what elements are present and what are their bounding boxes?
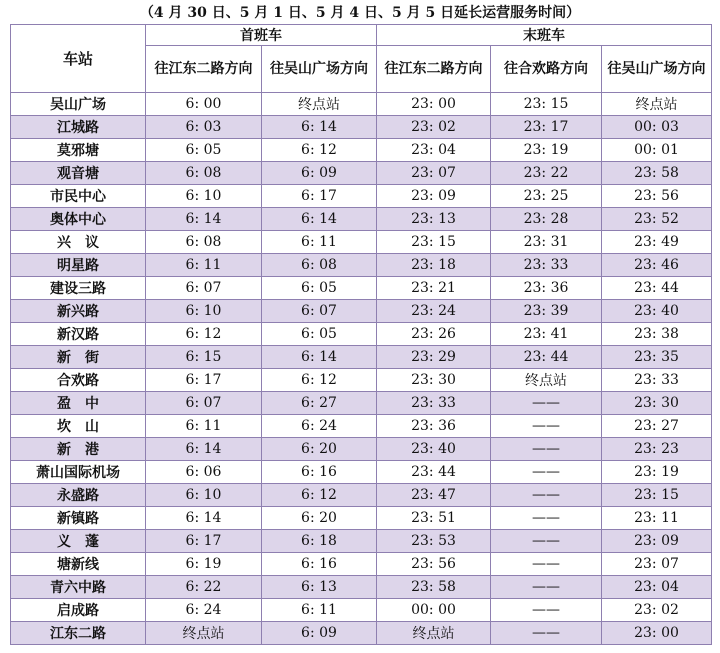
last-to-wushan-cell: 23: 35 — [602, 346, 712, 369]
first-to-wushan-cell: 6: 09 — [262, 162, 377, 185]
first-to-wushan-cell: 6: 14 — [262, 116, 377, 139]
last-to-wushan-cell: 23: 23 — [602, 438, 712, 461]
last-to-hehuan-cell: —— — [491, 415, 602, 438]
first-to-jiangdong-cell: 6: 15 — [146, 346, 262, 369]
last-to-jiangdong-cell: 23: 29 — [377, 346, 491, 369]
first-to-jiangdong-cell: 6: 14 — [146, 507, 262, 530]
table-row — [11, 553, 712, 576]
station-column-header: 车站 — [11, 25, 146, 93]
station-cell: 建设三路 — [11, 277, 146, 300]
first-to-jiangdong-cell: 6: 07 — [146, 277, 262, 300]
last-to-jiangdong-cell: 23: 15 — [377, 231, 491, 254]
last-to-hehuan-cell: —— — [491, 553, 602, 576]
table-row — [11, 438, 712, 461]
station-cell: 萧山国际机场 — [11, 461, 146, 484]
last-to-jiangdong-cell: 23: 30 — [377, 369, 491, 392]
first-to-jiangdong-cell: 6: 08 — [146, 162, 262, 185]
table-row — [11, 254, 712, 277]
table-row — [11, 185, 712, 208]
last-to-jiangdong-cell: 终点站 — [377, 622, 491, 645]
last-to-wushan-header: 往吴山广场方向 — [602, 46, 712, 93]
first-to-jiangdong-cell: 6: 10 — [146, 484, 262, 507]
first-to-wushan-cell: 6: 12 — [262, 369, 377, 392]
last-to-wushan-cell: 23: 07 — [602, 553, 712, 576]
first-to-wushan-cell: 终点站 — [262, 93, 377, 116]
first-to-wushan-cell: 6: 12 — [262, 484, 377, 507]
first-to-jiangdong-cell: 6: 17 — [146, 530, 262, 553]
first-to-wushan-cell: 6: 08 — [262, 254, 377, 277]
last-to-jiangdong-cell: 23: 00 — [377, 93, 491, 116]
last-to-hehuan-cell: —— — [491, 484, 602, 507]
last-to-wushan-cell: 23: 40 — [602, 300, 712, 323]
last-to-wushan-cell: 23: 04 — [602, 576, 712, 599]
last-to-jiangdong-header: 往江东二路方向 — [377, 46, 491, 93]
table-row — [11, 369, 712, 392]
station-cell: 义 蓬 — [11, 530, 146, 553]
last-to-wushan-cell: 23: 11 — [602, 507, 712, 530]
first-to-wushan-cell: 6: 16 — [262, 553, 377, 576]
last-to-wushan-cell: 23: 56 — [602, 185, 712, 208]
last-to-hehuan-cell: 23: 41 — [491, 323, 602, 346]
table-row — [11, 415, 712, 438]
station-cell: 观音塘 — [11, 162, 146, 185]
last-to-hehuan-cell: 23: 22 — [491, 162, 602, 185]
last-to-wushan-cell: 23: 38 — [602, 323, 712, 346]
last-to-jiangdong-cell: 23: 56 — [377, 553, 491, 576]
first-to-jiangdong-cell: 6: 19 — [146, 553, 262, 576]
last-to-jiangdong-cell: 23: 58 — [377, 576, 491, 599]
station-cell: 启成路 — [11, 599, 146, 622]
first-to-jiangdong-cell: 6: 10 — [146, 185, 262, 208]
table-row — [11, 208, 712, 231]
first-to-wushan-header: 往吴山广场方向 — [262, 46, 377, 93]
last-to-wushan-cell: 23: 15 — [602, 484, 712, 507]
first-to-wushan-cell: 6: 18 — [262, 530, 377, 553]
last-to-wushan-cell: 00: 01 — [602, 139, 712, 162]
station-cell: 盈 中 — [11, 392, 146, 415]
first-to-jiangdong-header: 往江东二路方向 — [146, 46, 262, 93]
last-to-wushan-cell: 23: 00 — [602, 622, 712, 645]
last-to-jiangdong-cell: 23: 18 — [377, 254, 491, 277]
last-to-jiangdong-cell: 23: 04 — [377, 139, 491, 162]
first-to-wushan-cell: 6: 14 — [262, 208, 377, 231]
last-to-hehuan-header: 往合欢路方向 — [491, 46, 602, 93]
first-to-jiangdong-cell: 6: 05 — [146, 139, 262, 162]
first-to-jiangdong-cell: 6: 17 — [146, 369, 262, 392]
station-cell: 坎 山 — [11, 415, 146, 438]
table-row — [11, 484, 712, 507]
table-row — [11, 277, 712, 300]
first-to-jiangdong-cell: 终点站 — [146, 622, 262, 645]
station-cell: 江东二路 — [11, 622, 146, 645]
first-to-jiangdong-cell: 6: 03 — [146, 116, 262, 139]
first-to-wushan-cell: 6: 11 — [262, 599, 377, 622]
last-train-header: 末班车 — [377, 25, 712, 46]
table-row — [11, 530, 712, 553]
station-cell: 新汉路 — [11, 323, 146, 346]
station-cell: 兴 议 — [11, 231, 146, 254]
first-to-jiangdong-cell: 6: 11 — [146, 415, 262, 438]
last-to-wushan-cell: 23: 52 — [602, 208, 712, 231]
timetable-body — [11, 93, 712, 645]
last-to-jiangdong-cell: 00: 00 — [377, 599, 491, 622]
last-to-hehuan-cell: 23: 44 — [491, 346, 602, 369]
last-to-jiangdong-cell: 23: 36 — [377, 415, 491, 438]
first-to-wushan-cell: 6: 20 — [262, 438, 377, 461]
first-to-wushan-cell: 6: 14 — [262, 346, 377, 369]
first-to-wushan-cell: 6: 09 — [262, 622, 377, 645]
station-cell: 市民中心 — [11, 185, 146, 208]
last-to-wushan-cell: 23: 46 — [602, 254, 712, 277]
last-to-wushan-cell: 23: 09 — [602, 530, 712, 553]
last-to-wushan-cell: 23: 19 — [602, 461, 712, 484]
station-cell: 莫邪塘 — [11, 139, 146, 162]
timetable — [10, 24, 712, 645]
table-row — [11, 622, 712, 645]
station-cell: 明星路 — [11, 254, 146, 277]
first-to-wushan-cell: 6: 05 — [262, 277, 377, 300]
table-row — [11, 392, 712, 415]
first-to-jiangdong-cell: 6: 14 — [146, 438, 262, 461]
last-to-hehuan-cell: —— — [491, 599, 602, 622]
station-cell: 塘新线 — [11, 553, 146, 576]
first-to-wushan-cell: 6: 27 — [262, 392, 377, 415]
table-row — [11, 93, 712, 116]
table-row — [11, 346, 712, 369]
station-cell: 新 港 — [11, 438, 146, 461]
table-row — [11, 116, 712, 139]
last-to-hehuan-cell: 23: 19 — [491, 139, 602, 162]
first-to-jiangdong-cell: 6: 14 — [146, 208, 262, 231]
first-to-wushan-cell: 6: 24 — [262, 415, 377, 438]
last-to-jiangdong-cell: 23: 02 — [377, 116, 491, 139]
last-to-hehuan-cell: 23: 31 — [491, 231, 602, 254]
last-to-wushan-cell: 终点站 — [602, 93, 712, 116]
first-to-wushan-cell: 6: 20 — [262, 507, 377, 530]
last-to-hehuan-cell: —— — [491, 392, 602, 415]
last-to-jiangdong-cell: 23: 40 — [377, 438, 491, 461]
last-to-wushan-cell: 23: 58 — [602, 162, 712, 185]
last-to-jiangdong-cell: 23: 44 — [377, 461, 491, 484]
last-to-hehuan-cell: 23: 36 — [491, 277, 602, 300]
table-row — [11, 300, 712, 323]
last-to-wushan-cell: 23: 33 — [602, 369, 712, 392]
last-to-hehuan-cell: 23: 17 — [491, 116, 602, 139]
last-to-jiangdong-cell: 23: 07 — [377, 162, 491, 185]
station-cell: 江城路 — [11, 116, 146, 139]
last-to-jiangdong-cell: 23: 13 — [377, 208, 491, 231]
last-to-hehuan-cell: —— — [491, 530, 602, 553]
station-cell: 新镇路 — [11, 507, 146, 530]
first-train-header: 首班车 — [146, 25, 377, 46]
last-to-jiangdong-cell: 23: 24 — [377, 300, 491, 323]
first-to-jiangdong-cell: 6: 10 — [146, 300, 262, 323]
last-to-hehuan-cell: 23: 28 — [491, 208, 602, 231]
last-to-jiangdong-cell: 23: 53 — [377, 530, 491, 553]
first-to-jiangdong-cell: 6: 07 — [146, 392, 262, 415]
first-to-jiangdong-cell: 6: 22 — [146, 576, 262, 599]
first-to-wushan-cell: 6: 16 — [262, 461, 377, 484]
last-to-wushan-cell: 00: 03 — [602, 116, 712, 139]
last-to-hehuan-cell: —— — [491, 438, 602, 461]
timetable-header — [11, 25, 712, 93]
table-row — [11, 231, 712, 254]
last-to-jiangdong-cell: 23: 21 — [377, 277, 491, 300]
first-to-wushan-cell: 6: 17 — [262, 185, 377, 208]
last-to-hehuan-cell: —— — [491, 576, 602, 599]
table-row — [11, 461, 712, 484]
first-to-jiangdong-cell: 6: 24 — [146, 599, 262, 622]
table-row — [11, 139, 712, 162]
first-to-jiangdong-cell: 6: 08 — [146, 231, 262, 254]
last-to-jiangdong-cell: 23: 33 — [377, 392, 491, 415]
last-to-hehuan-cell: 23: 25 — [491, 185, 602, 208]
last-to-hehuan-cell: 终点站 — [491, 369, 602, 392]
table-row — [11, 162, 712, 185]
first-to-jiangdong-cell: 6: 12 — [146, 323, 262, 346]
table-row — [11, 507, 712, 530]
station-cell: 永盛路 — [11, 484, 146, 507]
last-to-hehuan-cell: 23: 33 — [491, 254, 602, 277]
last-to-jiangdong-cell: 23: 51 — [377, 507, 491, 530]
last-to-wushan-cell: 23: 44 — [602, 277, 712, 300]
first-to-wushan-cell: 6: 05 — [262, 323, 377, 346]
first-to-jiangdong-cell: 6: 00 — [146, 93, 262, 116]
first-to-wushan-cell: 6: 12 — [262, 139, 377, 162]
last-to-hehuan-cell: —— — [491, 461, 602, 484]
last-to-hehuan-cell: 23: 15 — [491, 93, 602, 116]
last-to-wushan-cell: 23: 27 — [602, 415, 712, 438]
station-cell: 奥体中心 — [11, 208, 146, 231]
first-to-wushan-cell: 6: 13 — [262, 576, 377, 599]
last-to-wushan-cell: 23: 30 — [602, 392, 712, 415]
last-to-jiangdong-cell: 23: 47 — [377, 484, 491, 507]
first-to-wushan-cell: 6: 11 — [262, 231, 377, 254]
last-to-wushan-cell: 23: 49 — [602, 231, 712, 254]
last-to-jiangdong-cell: 23: 26 — [377, 323, 491, 346]
station-cell: 新 街 — [11, 346, 146, 369]
station-cell: 合欢路 — [11, 369, 146, 392]
first-to-wushan-cell: 6: 07 — [262, 300, 377, 323]
station-cell: 吴山广场 — [11, 93, 146, 116]
station-cell: 青六中路 — [11, 576, 146, 599]
station-cell: 新兴路 — [11, 300, 146, 323]
last-to-wushan-cell: 23: 02 — [602, 599, 712, 622]
table-row — [11, 323, 712, 346]
table-row — [11, 599, 712, 622]
first-to-jiangdong-cell: 6: 06 — [146, 461, 262, 484]
last-to-hehuan-cell: —— — [491, 507, 602, 530]
last-to-hehuan-cell: —— — [491, 622, 602, 645]
table-row — [11, 576, 712, 599]
last-to-hehuan-cell: 23: 39 — [491, 300, 602, 323]
last-to-jiangdong-cell: 23: 09 — [377, 185, 491, 208]
table-caption: （4 月 30 日、5 月 1 日、5 月 4 日、5 月 5 日延长运营服务时间） — [139, 5, 581, 21]
first-to-jiangdong-cell: 6: 11 — [146, 254, 262, 277]
